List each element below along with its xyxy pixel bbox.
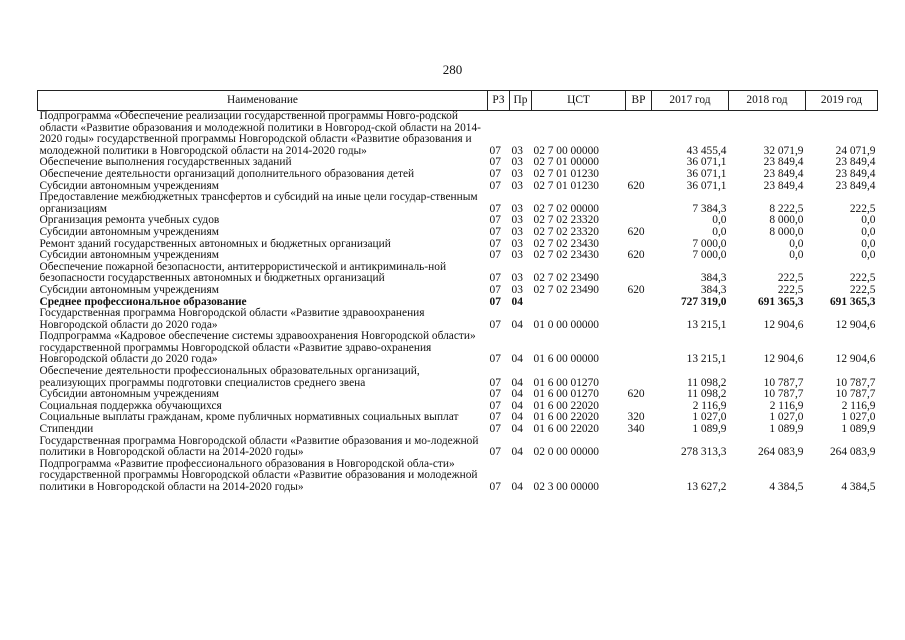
row-cst: 02 7 02 23430 (533, 249, 599, 262)
row-vr (626, 331, 652, 366)
row-name: Среднее профессиональное образование (39, 295, 247, 308)
row-value-2018: 0,0 (789, 249, 804, 262)
header-2019: 2019 год (806, 91, 878, 111)
row-vr: 620 (627, 179, 645, 192)
row-value-2017: 1 027,0 (692, 411, 727, 424)
row-value-2018: 1 089,9 (769, 423, 804, 436)
row-value-2018: 23 849,4 (763, 179, 804, 192)
row-rz: 07 (489, 214, 501, 227)
header-pr: Пр (510, 91, 532, 111)
row-value-2017: 1 089,9 (692, 423, 727, 436)
row-vr (626, 157, 652, 169)
row-value-2019: 23 849,4 (835, 179, 876, 192)
row-cst: 02 7 02 23320 (533, 225, 599, 238)
row-pr: 04 (511, 399, 523, 412)
table-row (38, 262, 878, 285)
row-value-2019: 222,5 (849, 202, 876, 215)
row-rz: 07 (489, 423, 501, 436)
row-value-2018: 691 365,3 (757, 295, 804, 308)
row-cst: 01 6 00 01270 (533, 388, 599, 401)
row-rz: 07 (489, 167, 501, 180)
row-cst: 02 3 00 00000 (533, 481, 599, 493)
row-value-2017: 11 098,2 (687, 388, 727, 401)
row-value-2017: 36 071,1 (686, 167, 727, 180)
table-row (38, 192, 878, 215)
row-pr: 03 (511, 202, 523, 215)
row-rz: 07 (489, 156, 501, 169)
row-pr: 04 (511, 481, 523, 493)
row-value-2017: 384,3 (700, 283, 727, 296)
row-value-2019: 23 849,4 (835, 156, 876, 169)
row-value-2018: 10 787,7 (763, 388, 804, 401)
header-rz: РЗ (488, 91, 510, 111)
row-cst: 02 7 02 23490 (533, 283, 599, 296)
row-rz: 07 (489, 144, 501, 157)
row-rz: 07 (489, 446, 501, 459)
table-row (38, 285, 878, 297)
row-vr (626, 192, 652, 215)
row-value-2019: 1 027,0 (841, 411, 876, 424)
row-value-2017: 13 215,1 (686, 318, 727, 331)
table-row (38, 366, 878, 389)
table-row (38, 436, 878, 459)
row-vr: 620 (627, 388, 645, 401)
row-rz: 07 (489, 225, 501, 238)
row-cst: 02 7 02 23490 (533, 272, 599, 285)
row-pr: 03 (511, 283, 523, 296)
row-name: Субсидии автономным учреждениям (39, 225, 219, 238)
row-pr: 04 (511, 388, 523, 401)
row-value-2018: 264 083,9 (757, 446, 804, 459)
row-vr: 620 (627, 225, 645, 238)
row-name: Обеспечение пожарной безопасности, антитеррористической и антикриминаль-ной безопасности государственных автономных и бюджетных организаций (39, 260, 447, 285)
row-rz: 07 (489, 272, 501, 285)
row-value-2018: 222,5 (777, 272, 804, 285)
row-value-2017: 7 000,0 (692, 249, 727, 262)
row-rz: 07 (489, 399, 501, 412)
row-pr: 04 (511, 353, 523, 366)
row-value-2019: 24 071,9 (835, 144, 876, 157)
row-name: Стипендии (39, 423, 94, 436)
row-value-2018: 8 000,0 (769, 214, 804, 227)
row-value-2018: 12 904,6 (763, 318, 804, 331)
row-pr: 03 (511, 225, 523, 238)
row-cst: 02 7 00 00000 (533, 144, 599, 157)
row-value-2017: 727 319,0 (680, 295, 727, 308)
table-row (38, 227, 878, 239)
page-number: 280 (442, 62, 463, 77)
row-rz: 07 (489, 249, 501, 262)
row-value-2017: 7 000,0 (692, 237, 727, 250)
table-row (38, 308, 878, 331)
row-value-2018: 1 027,0 (769, 411, 804, 424)
row-pr: 04 (511, 446, 523, 459)
row-value-2019: 0,0 (861, 237, 876, 250)
row-value-2017: 0,0 (712, 214, 727, 227)
row-name: Субсидии автономным учреждениям (39, 283, 219, 296)
row-cst: 01 6 00 22020 (533, 423, 599, 436)
row-value-2017: 13 627,2 (686, 481, 727, 493)
row-name: Социальные выплаты гражданам, кроме публичных нормативных социальных выплат (39, 411, 459, 424)
row-value-2018: 4 384,5 (769, 481, 804, 493)
row-pr: 03 (511, 167, 523, 180)
row-value-2018: 222,5 (777, 283, 804, 296)
row-vr: 620 (627, 283, 645, 296)
row-value-2019: 4 384,5 (841, 481, 876, 493)
row-pr: 03 (511, 156, 523, 169)
row-value-2019: 0,0 (861, 225, 876, 238)
row-value-2018: 2 116,9 (769, 399, 804, 412)
row-pr: 04 (511, 376, 523, 389)
row-rz: 07 (489, 237, 501, 250)
row-cst: 02 7 01 01230 (533, 179, 599, 192)
table-body (38, 111, 878, 494)
row-value-2019: 222,5 (849, 283, 876, 296)
row-vr (626, 111, 652, 158)
row-cst: 02 7 01 00000 (533, 156, 599, 169)
row-name: Организация ремонта учебных судов (39, 214, 220, 227)
table-row (38, 111, 878, 158)
header-2018: 2018 год (729, 91, 806, 111)
row-value-2017: 384,3 (700, 272, 727, 285)
row-vr (626, 436, 652, 459)
row-value-2019: 10 787,7 (835, 388, 876, 401)
row-rz: 07 (489, 376, 501, 389)
row-value-2019: 222,5 (849, 272, 876, 285)
row-value-2017: 11 098,2 (687, 376, 727, 389)
row-value-2019: 10 787,7 (835, 376, 876, 389)
row-name: Государственная программа Новгородской области «Развитие образования и мо-лодежной политики в Новгородской области на 2014-2020 годы» (39, 434, 479, 459)
row-name: Подпрограмма «Кадровое обеспечение системы здравоохранения Новгородской области» государственной программы Новгородской области «Развитие здраво-охранения Новгородской области до 2020 года» (39, 330, 476, 366)
row-rz: 07 (489, 353, 501, 366)
table-header-row (38, 91, 878, 111)
row-value-2018: 8 222,5 (769, 202, 804, 215)
table-row (38, 412, 878, 424)
row-value-2017: 43 455,4 (686, 144, 727, 157)
row-value-2017: 13 215,1 (686, 353, 727, 366)
row-value-2019: 12 904,6 (835, 353, 876, 366)
header-cst: ЦСТ (532, 91, 626, 111)
row-value-2017: 36 071,1 (686, 179, 727, 192)
row-value-2017: 36 071,1 (686, 156, 727, 169)
row-value-2018: 8 000,0 (769, 225, 804, 238)
row-value-2017: 278 313,3 (680, 446, 727, 459)
row-rz: 07 (489, 179, 501, 192)
row-value-2018: 0,0 (789, 237, 804, 250)
row-name: Обеспечение выполнения государственных заданий (39, 156, 292, 169)
row-cst: 01 0 00 00000 (533, 318, 599, 331)
row-cst: 01 6 00 22020 (533, 399, 599, 412)
table-row (38, 331, 878, 366)
row-rz: 07 (489, 283, 501, 296)
row-name: Государственная программа Новгородской области «Развитие здравоохранения Новгородской области до 2020 года» (39, 307, 425, 331)
row-name: Субсидии автономным учреждениям (39, 388, 219, 401)
row-value-2018: 10 787,7 (763, 376, 804, 389)
row-vr (626, 262, 652, 285)
row-vr (626, 297, 652, 309)
row-rz: 07 (489, 202, 501, 215)
row-name: Обеспечение деятельности профессиональных образовательных организаций, реализующих программы подготовки специалистов среднего звена (39, 365, 420, 389)
row-value-2019: 1 089,9 (841, 423, 876, 436)
row-value-2019: 12 904,6 (835, 318, 876, 331)
row-name: Субсидии автономным учреждениям (39, 179, 219, 192)
row-cst: 02 7 02 23320 (533, 214, 599, 227)
row-value-2019: 264 083,9 (829, 446, 876, 459)
row-pr: 04 (511, 295, 523, 308)
row-value-2018: 32 071,9 (763, 144, 804, 157)
row-pr: 04 (511, 318, 523, 331)
row-value-2019: 691 365,3 (829, 295, 876, 308)
row-vr: 320 (627, 411, 645, 424)
table-row (38, 459, 878, 494)
row-pr: 03 (511, 214, 523, 227)
row-rz: 07 (489, 481, 501, 493)
header-name: Наименование (38, 91, 488, 111)
row-cst: 01 6 00 00000 (533, 353, 599, 366)
row-pr: 03 (511, 249, 523, 262)
row-name: Субсидии автономным учреждениям (39, 249, 219, 262)
row-value-2017: 7 384,3 (692, 202, 727, 215)
table-row (38, 169, 878, 181)
row-name: Обеспечение деятельности организаций дополнительного образования детей (39, 167, 415, 180)
row-pr: 03 (511, 237, 523, 250)
row-name: Подпрограмма «Развитие профессионального образования в Новгородской обла-сти» государственной программы Новгородской области «Развитие образования и молодежной политики в Новгородской области на 2014-2020 годы» (39, 457, 478, 493)
row-name: Социальная поддержка обучающихся (39, 399, 222, 412)
row-rz: 07 (489, 411, 501, 424)
row-value-2019: 0,0 (861, 214, 876, 227)
row-cst: 01 6 00 22020 (533, 411, 599, 424)
row-vr: 340 (627, 423, 645, 436)
row-cst: 02 0 00 00000 (533, 446, 599, 459)
row-pr: 03 (511, 179, 523, 192)
row-cst (532, 297, 626, 309)
row-pr: 04 (511, 423, 523, 436)
row-pr: 03 (511, 144, 523, 157)
row-value-2019: 23 849,4 (835, 167, 876, 180)
row-vr: 620 (627, 249, 645, 262)
row-cst: 02 7 01 01230 (533, 167, 599, 180)
row-name: Подпрограмма «Обеспечение реализации государственной программы Новго-родской области «Развитие образования и молодежной политики в Новгород-ской области на 2014-2020 годы» государственной программы Новгородской области «Развитие образования и молодежной политики в Новгородской области на 2014-2020 годы» (39, 110, 481, 157)
row-value-2019: 2 116,9 (841, 399, 876, 412)
table-row (38, 424, 878, 436)
row-value-2018: 12 904,6 (763, 353, 804, 366)
row-value-2017: 0,0 (712, 225, 727, 238)
row-pr: 04 (511, 411, 523, 424)
row-vr (626, 459, 652, 494)
row-rz: 07 (489, 318, 501, 331)
row-value-2017: 2 116,9 (692, 399, 727, 412)
row-cst: 02 7 02 00000 (533, 202, 599, 215)
row-rz: 07 (489, 388, 501, 401)
row-name: Предоставление межбюджетных трансфертов и субсидий на иные цели государ-ственным организациям (39, 191, 478, 215)
row-name: Ремонт зданий государственных автономных и бюджетных организаций (39, 237, 391, 250)
row-vr (626, 308, 652, 331)
row-value-2019: 0,0 (861, 249, 876, 262)
row-cst: 02 7 02 23430 (533, 237, 599, 250)
row-rz: 07 (489, 295, 501, 308)
row-cst: 01 6 00 01270 (533, 376, 599, 389)
row-vr (626, 169, 652, 181)
row-value-2018: 23 849,4 (763, 156, 804, 169)
budget-table (37, 90, 878, 494)
header-2017: 2017 год (652, 91, 729, 111)
row-pr: 03 (511, 272, 523, 285)
header-vr: ВР (626, 91, 652, 111)
row-value-2018: 23 849,4 (763, 167, 804, 180)
row-vr (626, 366, 652, 389)
table-row (38, 250, 878, 262)
